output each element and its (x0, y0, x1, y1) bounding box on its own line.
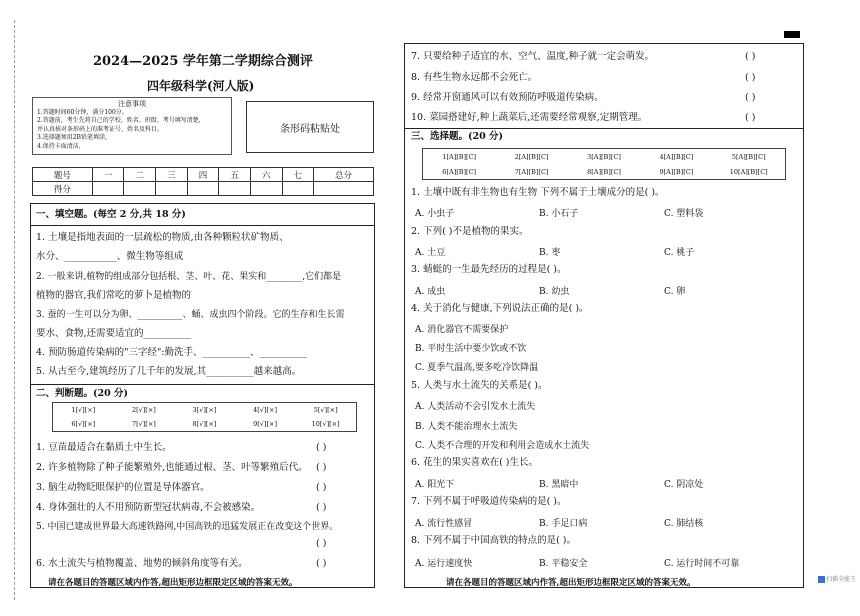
judge-question-4: 4. 身体强壮的人不用预防新型冠状病毒,不会被感染。 (36, 502, 261, 513)
answer-paren[interactable]: ( ) (745, 112, 756, 123)
choice-question-8: 8. 下列不属于中国高铁的特点的是( )。 (411, 535, 577, 546)
left-footer-note: 请在各题目的答题区域内作答,超出矩形边框限定区域的答案无效。 (48, 578, 298, 588)
score-cell[interactable] (156, 182, 188, 196)
answer-paren[interactable]: ( ) (316, 538, 327, 549)
fill-question-3-cont: 要水、食物,还需要适宜的__________ (36, 328, 192, 339)
answer-key-item[interactable]: 1[A][B][C] (442, 152, 477, 161)
answer-key-item[interactable]: 4[A][B][C] (659, 152, 694, 161)
choice-option[interactable]: A. 运行速度快 (415, 559, 473, 569)
fill-question-5: 5. 从古至今,建筑经历了几千年的发展,其__________越来越高。 (36, 366, 302, 377)
choice-option[interactable]: C. 运行时间不可靠 (664, 559, 740, 569)
answer-key-item[interactable]: 9[A][B][C] (659, 167, 694, 176)
answer-key-item[interactable]: 7[√][×] (131, 420, 156, 428)
answer-key-item[interactable]: 5[A][B][C] (731, 152, 766, 161)
barcode-label: 条形码粘贴处 (280, 123, 340, 135)
score-cell[interactable] (282, 182, 314, 196)
divider (404, 128, 804, 129)
choice-option[interactable]: C. 阴凉处 (664, 480, 704, 490)
answer-key-item[interactable]: 10[A][B][C] (729, 167, 768, 176)
answer-key-item[interactable]: 7[A][B][C] (514, 167, 549, 176)
choice-question-2: 2. 下列( )不是植物的果实。 (411, 226, 529, 237)
fill-question-1-cont: 水分、___________、微生物等组成 (36, 251, 184, 262)
answer-paren[interactable]: ( ) (745, 72, 756, 83)
fill-question-2: 2. 一般来讲,植物的组成部分包括根、茎、叶、花、果实和________,它们都是 (36, 272, 342, 282)
scanner-logo-icon (818, 576, 825, 583)
score-cell[interactable] (187, 182, 219, 196)
notes-line: 1.答题时间60分钟，满分100分。 (37, 108, 128, 116)
choice-question-4: 4. 关于消化与健康,下列说法正确的是( )。 (411, 303, 589, 314)
choice-option[interactable]: A. 阳光下 (415, 480, 455, 490)
answer-key-item[interactable]: 10[√][×] (311, 420, 340, 428)
score-header-cell: 总分 (314, 168, 374, 182)
judge-question-5: 5. 中国已建成世界最大高速铁路网,中国高铁的迅猛发展正在改变这个世界。 (36, 522, 339, 532)
answer-paren[interactable]: ( ) (316, 462, 327, 473)
score-table (32, 167, 374, 196)
judge-question-3: 3. 脑生动物眨眼保护的位置是导体器官。 (36, 482, 210, 493)
choice-option[interactable]: A. 土豆 (415, 248, 446, 258)
judge-question-7: 7. 只要给种子适宜的水、空气、温度,种子就一定会萌发。 (411, 51, 655, 62)
answer-key-item[interactable]: 3[√][×] (192, 406, 217, 414)
choice-option[interactable]: B. 人类不能治理水土流失 (415, 422, 518, 432)
answer-key-item[interactable]: 3[A][B][C] (587, 152, 621, 161)
choice-option[interactable]: B. 黑暗中 (539, 480, 579, 490)
answer-key-item[interactable]: 8[A][B][C] (587, 167, 621, 176)
choice-option[interactable]: B. 平时生活中要少饮或不饮 (415, 344, 527, 354)
choice-option[interactable]: C. 塑料袋 (664, 209, 704, 219)
judge-question-1: 1. 豆苗最适合在黏质土中生长。 (36, 442, 172, 453)
score-row-label: 得分 (33, 182, 93, 196)
choice-option[interactable]: C. 夏季气温高,要多吃冷饮降温 (415, 363, 539, 373)
divider (30, 384, 375, 385)
choice-option[interactable]: C. 肺结核 (664, 519, 704, 529)
score-header-cell: 七 (282, 168, 314, 182)
score-header-cell: 题号 (33, 168, 93, 182)
score-header-cell: 三 (156, 168, 188, 182)
score-cell[interactable] (92, 182, 124, 196)
score-header-cell: 五 (219, 168, 251, 182)
choice-option[interactable]: B. 小石子 (539, 209, 579, 219)
corner-mark (784, 31, 800, 38)
score-cell[interactable] (219, 182, 251, 196)
exam-title: 2024—2025 学年第二学期综合测评 (93, 54, 313, 69)
choice-option[interactable]: C. 卵 (664, 287, 686, 297)
choice-option[interactable]: A. 流行性感冒 (415, 519, 473, 529)
answer-key-item[interactable]: 4[√][×] (253, 406, 278, 414)
judge-question-6: 6. 水土流失与植物覆盖、地势的倾斜角度等有关。 (36, 558, 248, 569)
section-fill-blank: 一、填空题。(每空 2 分,共 18 分) (36, 209, 186, 220)
judge-question-9: 9. 经常开窗通风可以有效预防呼吸道传染病。 (411, 92, 604, 103)
answer-key-item[interactable]: 6[A][B][C] (442, 167, 477, 176)
fill-question-1: 1. 土壤是指地表面的一层疏松的物质,由各种颗粒状矿物质、 (36, 232, 289, 243)
judge-question-8: 8. 有些生物永远都不会死亡。 (411, 72, 538, 83)
answer-key-item[interactable]: 2[A][B][C] (514, 152, 549, 161)
exam-subtitle: 四年级科学(河人版) (147, 79, 255, 93)
choice-option[interactable]: C. 人类不合理的开发和利用会造成水土流失 (415, 441, 590, 451)
score-header-cell: 一 (92, 168, 124, 182)
score-header-cell: 二 (124, 168, 156, 182)
choice-option[interactable]: A. 成虫 (415, 287, 446, 297)
section-true-false: 二、判断题。(20 分) (36, 388, 129, 399)
notes-heading: 注意事项 (118, 100, 146, 108)
choice-question-6: 6. 花生的果实喜欢在( )生长。 (411, 457, 539, 468)
choice-question-3: 3. 蜻蜓的一生最先经历的过程是( )。 (411, 264, 567, 275)
score-cell[interactable] (250, 182, 282, 196)
notes-line: 3.选择题须用2B铅笔填涂， (37, 134, 111, 141)
choice-option[interactable]: B. 枣 (539, 248, 561, 258)
choice-option[interactable]: A. 小虫子 (415, 209, 455, 219)
notes-box (32, 97, 232, 155)
answer-paren[interactable]: ( ) (745, 92, 756, 103)
answer-key-item[interactable]: 8[√][×] (192, 420, 217, 428)
choice-question-1: 1. 土壤中既有非生物也有生物 下列不属于土壤成分的是( )。 (411, 187, 665, 198)
score-header-cell: 四 (187, 168, 219, 182)
notes-line: 并认真核对条形码上的准考证号、姓名及科目。 (37, 125, 164, 133)
binding-line (14, 20, 15, 600)
right-footer-note: 请在各题目的答题区域内作答,超出矩形边框限定区域的答案无效。 (446, 578, 696, 588)
answer-key-item[interactable]: 6[√][×] (71, 420, 96, 428)
choice-option[interactable]: B. 平稳安全 (539, 559, 588, 569)
answer-paren[interactable]: ( ) (316, 502, 327, 513)
answer-key-item[interactable]: 2[√][×] (131, 406, 156, 414)
fill-question-3: 3. 蚕的一生可以分为卵、__________、蛹、成虫四个阶段。它的生存和生长需 (36, 310, 345, 320)
choice-question-7: 7. 下列不属于呼吸道传染病的是( )。 (411, 496, 567, 507)
true-false-answer-key (52, 402, 357, 432)
score-cell[interactable] (314, 182, 374, 196)
notes-line: 4.保持卡面清洁， (37, 142, 85, 150)
choice-option[interactable]: B. 幼虫 (539, 287, 570, 297)
answer-paren[interactable]: ( ) (316, 442, 327, 453)
scanner-watermark-text: 扫描全能王 (826, 576, 857, 583)
choice-option[interactable]: B. 手足口病 (539, 519, 588, 529)
divider (30, 225, 375, 226)
score-header-cell: 六 (250, 168, 282, 182)
score-cell[interactable] (124, 182, 156, 196)
fill-question-2-cont: 植物的器官,我们常吃的萝卜是植物的 (36, 290, 192, 301)
answer-paren[interactable]: ( ) (316, 558, 327, 569)
scanner-watermark (818, 574, 856, 583)
answer-paren[interactable]: ( ) (316, 482, 327, 493)
choice-option[interactable]: C. 桃子 (664, 248, 695, 258)
judge-question-2: 2. 许多植物除了种子能繁殖外,也能通过根、茎、叶等繁殖后代。 (36, 462, 308, 473)
choice-option[interactable]: A. 消化器官不需要保护 (415, 325, 509, 335)
fill-question-4: 4. 预防肠道传染病的"三字经":勤洗手、__________、__________ (36, 347, 308, 358)
answer-key-item[interactable]: 5[√][×] (313, 406, 338, 414)
section-multiple-choice: 三、选择题。(20 分) (411, 131, 504, 142)
answer-paren[interactable]: ( ) (745, 51, 756, 62)
choice-answer-key (422, 148, 786, 180)
answer-key-item[interactable]: 1[√][×] (71, 406, 96, 414)
choice-option[interactable]: A. 人类活动不会引发水土流失 (415, 402, 536, 412)
barcode-area (246, 101, 374, 153)
judge-question-10: 10. 菜园搭建好,种上蔬菜后,还需要经常观察,定期管理。 (411, 112, 648, 123)
answer-key-item[interactable]: 9[√][×] (253, 420, 278, 428)
notes-line: 2.答题前，考生先将自己的学校、姓名、班级、考号填写清楚， (37, 117, 205, 124)
choice-question-5: 5. 人类与水土流失的关系是( )。 (411, 380, 548, 391)
